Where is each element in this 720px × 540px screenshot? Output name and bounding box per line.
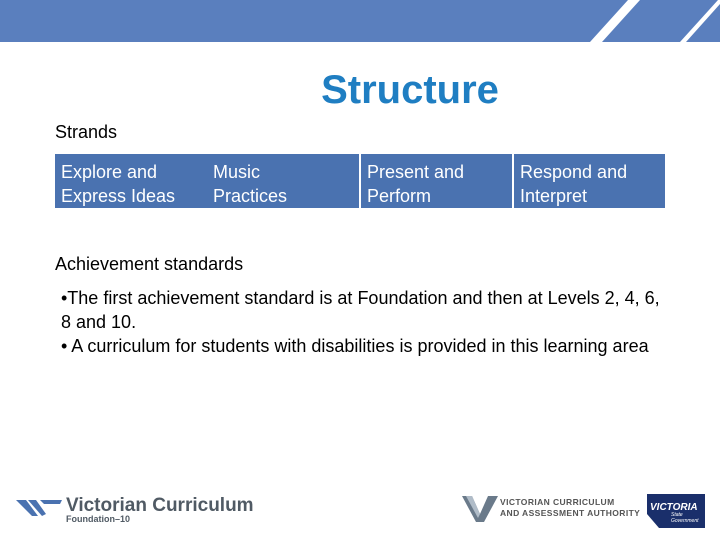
strand-explore-express (55, 154, 207, 208)
slide-title: Structure (321, 68, 499, 112)
bullet-item: • A curriculum for students with disabilities is provided in this learning area (61, 336, 649, 356)
strand-line: Practices (213, 186, 288, 206)
strand-music-practices (207, 154, 359, 208)
victorian-curriculum-logo-icon (16, 494, 62, 520)
vcaa-line: VICTORIAN CURRICULUM (500, 497, 615, 507)
vic-sub-line: State (671, 512, 683, 518)
vic-sub-line: Government (671, 518, 699, 524)
bullet-item: •The first achievement standard is at Foundation and then at Levels 2, 4, 6, 8 and 10. (61, 288, 660, 332)
vcaa-logo-icon (462, 494, 498, 524)
strand-line: Music (213, 162, 261, 182)
strands-heading: Strands (55, 122, 118, 142)
vic-logo-sub (671, 512, 699, 524)
strand-line: Explore and (61, 162, 158, 182)
vic-logo-text: VICTORIA (650, 502, 698, 513)
strand-line: Perform (367, 186, 432, 206)
strand-respond-interpret (514, 154, 665, 208)
header-bar (0, 0, 720, 42)
strand-line: Express Ideas (61, 186, 176, 206)
strand-present-perform (361, 154, 512, 208)
bullet-list (61, 286, 671, 358)
strand-line: Present and (367, 162, 465, 182)
vcaa-logo-text (500, 497, 640, 519)
vc-logo-sub: Foundation–10 (66, 514, 131, 524)
vc-logo-text: Victorian Curriculum (66, 495, 254, 516)
vcaa-line: AND ASSESSMENT AUTHORITY (500, 508, 641, 518)
strand-line: Respond and (520, 162, 628, 182)
strand-line: Interpret (520, 186, 588, 206)
achievement-heading: Achievement standards (55, 254, 244, 274)
